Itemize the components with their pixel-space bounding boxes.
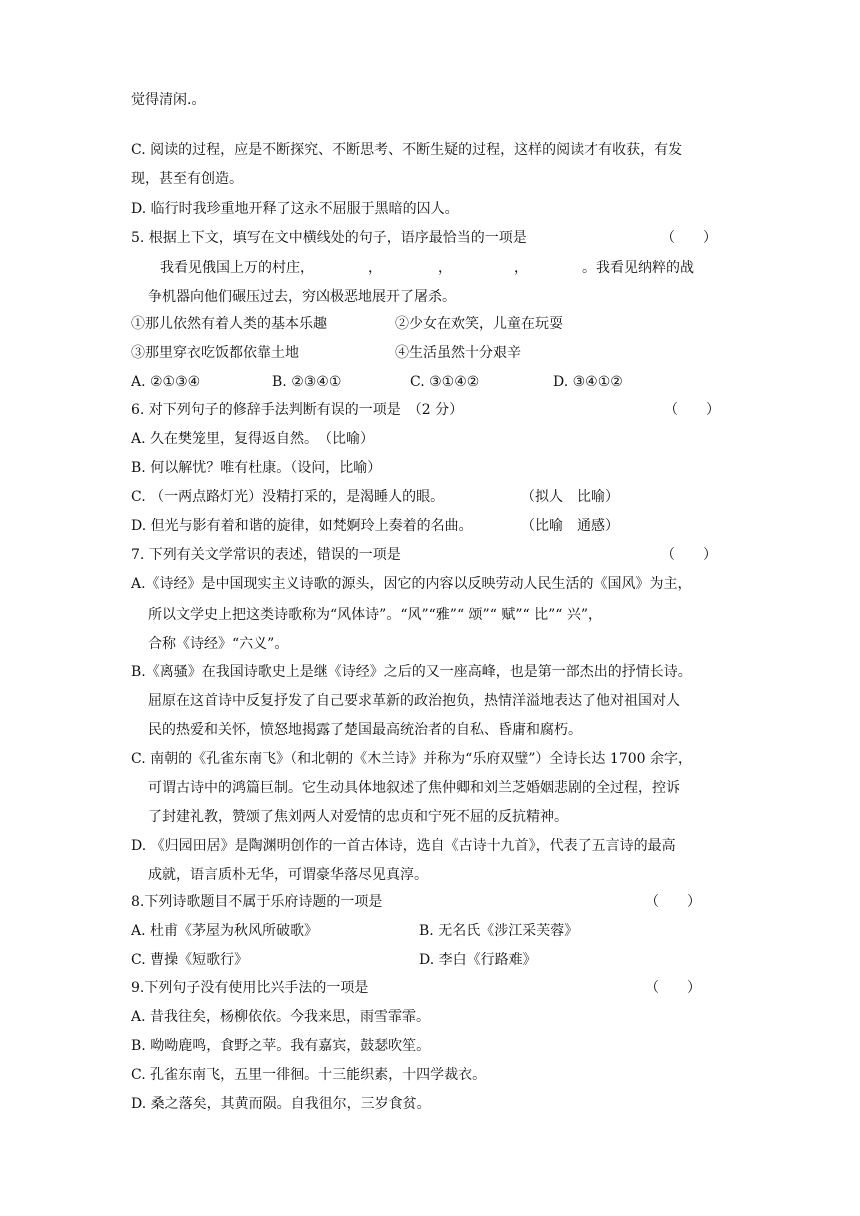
question-6-option-c: [131, 486, 731, 508]
question-9-option-b: B. 呦呦鹿鸣，食野之苹。我有嘉宾，鼓瑟吹笙。: [131, 1038, 431, 1054]
question-9-option-a: A. 昔我往矣，杨柳依依。今我来思，雨雪霏霏。: [131, 1009, 431, 1025]
question-7-option-b-cont: 民的热爱和关怀，愤怒地揭露了楚国最高统治者的自私、昏庸和腐朽。: [148, 722, 582, 738]
question-7-option-d-cont: 成就，语言质朴无华，可谓豪华落尽见真淳。: [148, 867, 428, 883]
passage-text: 。我看见纳粹的战: [582, 260, 694, 276]
option-d: D. ③④①②: [553, 374, 623, 390]
question-7-option-c-cont: 可谓古诗中的鸿篇巨制。它生动具体地叙述了焦仲卿和刘兰芝婚姻悲剧的全过程，控诉: [148, 780, 680, 796]
question-5-passage-cont: 争机器向他们碾压过去，穷凶极恶地展开了屠杀。: [148, 289, 456, 305]
option-a: A. ②①③④: [131, 374, 201, 390]
question-7-option-a-cont: 所以文学史上把这类诗歌称为“风体诗”。“风”“雅”“ 颂”“ 赋”“ 比”“ 兴”，: [148, 607, 603, 623]
answer-paren: （ ）: [661, 547, 717, 563]
text-line: 觉得清闲.。: [131, 92, 206, 108]
option-c: C. ③①④②: [410, 374, 480, 390]
fill-blank: [382, 257, 438, 279]
option-text: D. 但光与影有着和谐的旋律，如梵婀玲上奏着的名曲。: [131, 518, 473, 534]
question-6-option-b: B. 何以解忧？唯有杜康。（设问，比喻）: [131, 460, 382, 476]
answer-paren: （ ）: [664, 402, 720, 418]
question-7-option-d: D. 《归园田居》是陶渊明创作的一首古体诗，选自《古诗十九首》，代表了五言诗的最高: [131, 838, 676, 854]
question-5-items-row: [131, 313, 731, 335]
question-7-option-a-cont: 合称《诗经》“六义”。: [148, 636, 289, 652]
option-c-line: C. 阅读的过程，应是不断探究、不断思考、不断生疑的过程，这样的阅读才有收获，有发: [131, 142, 683, 158]
item-4: ④生活虽然十分艰辛: [395, 345, 521, 361]
answer-paren: （ ）: [645, 894, 701, 910]
option-a: A. 杜甫《茅屋为秋风所破歌》: [131, 923, 319, 939]
text-line: 现，甚至有创造。: [131, 171, 243, 187]
question-5-options: [131, 371, 731, 393]
question-9-option-d: D. 桑之落矣，其黄而陨。自我徂尔，三岁食贫。: [131, 1096, 431, 1112]
question-text: 7. 下列有关文学常识的表述，错误的一项是: [131, 547, 401, 563]
question-7-option-b-cont: 屈原在这首诗中反复抒发了自己要求革新的政治抱负，热情洋溢地表达了他对祖国对人: [148, 693, 680, 709]
option-b: B. ②③④①: [272, 374, 342, 390]
question-6-option-a: A. 久在樊笼里，复得返自然。 （比喻）: [131, 431, 375, 447]
item-1: ①那儿依然有着人类的基本乐趣: [131, 316, 327, 332]
question-text: 8.下列诗歌题目不属于乐府诗题的一项是: [131, 894, 383, 910]
option-note: （比喻 通感）: [521, 518, 619, 534]
question-6-stem: [131, 399, 731, 421]
question-7-option-c: C. 南朝的《孔雀东南飞》（和北朝的《木兰诗》并称为“乐府双璧”）全诗长达 1700 余字，: [131, 751, 692, 767]
question-8-stem: [131, 891, 731, 913]
question-8-options-row: [131, 949, 731, 971]
question-7-stem: [131, 544, 731, 566]
question-text: 6. 对下列句子的修辞手法判断有误的一项是 （2 分）: [131, 402, 464, 418]
question-5-stem: [131, 227, 731, 249]
question-7-option-c-cont: 了封建礼教，赞颂了焦刘两人对爱情的忠贞和宁死不屈的反抗精神。: [148, 809, 568, 825]
option-d: D. 李白《行路难》: [419, 952, 537, 968]
question-6-option-d: [131, 515, 731, 537]
question-9-stem: [131, 977, 731, 999]
fill-blank: [528, 257, 582, 279]
question-7-option-b: B.《离骚》在我国诗歌史上是继《诗经》之后的又一座高峰，也是第一部杰出的抒情长诗。: [131, 664, 692, 680]
option-b: B. 无名氏《涉江采芙蓉》: [419, 923, 579, 939]
option-note: （拟人 比喻）: [521, 489, 619, 505]
option-c: C. 曹操《短歌行》: [131, 952, 249, 968]
question-5-passage: 我看见俄国上万的村庄， ， ， ， 。我看见纳粹的战: [160, 257, 760, 279]
answer-paren: （ ）: [645, 980, 701, 996]
answer-paren: （ ）: [661, 230, 717, 246]
fill-blank: [314, 257, 368, 279]
question-text: 5. 根据上下文，填写在文中横线处的句子，语序最恰当的一项是: [131, 230, 527, 246]
question-9-option-c: C. 孔雀东南飞，五里一徘徊。十三能织素，十四学裁衣。: [131, 1067, 487, 1083]
question-5-items-row: [131, 342, 731, 364]
question-7-option-a: A.《诗经》是中国现实主义诗歌的源头，因它的内容以反映劳动人民生活的《国风》为主，: [131, 576, 692, 592]
question-8-options-row: [131, 920, 731, 942]
item-2: ②少女在欢笑，儿童在玩耍: [395, 316, 563, 332]
question-text: 9.下列句子没有使用比兴手法的一项是: [131, 980, 369, 996]
passage-text: 我看见俄国上万的村庄，: [160, 260, 314, 276]
option-d-line: D. 临行时我珍重地开释了这永不屈服于黑暗的囚人。: [131, 201, 459, 217]
fill-blank: [452, 257, 514, 279]
item-3: ③那里穿衣吃饭都依靠土地: [131, 345, 299, 361]
option-text: C. （一两点路灯光）没精打采的，是渴睡人的眼。: [131, 489, 445, 505]
